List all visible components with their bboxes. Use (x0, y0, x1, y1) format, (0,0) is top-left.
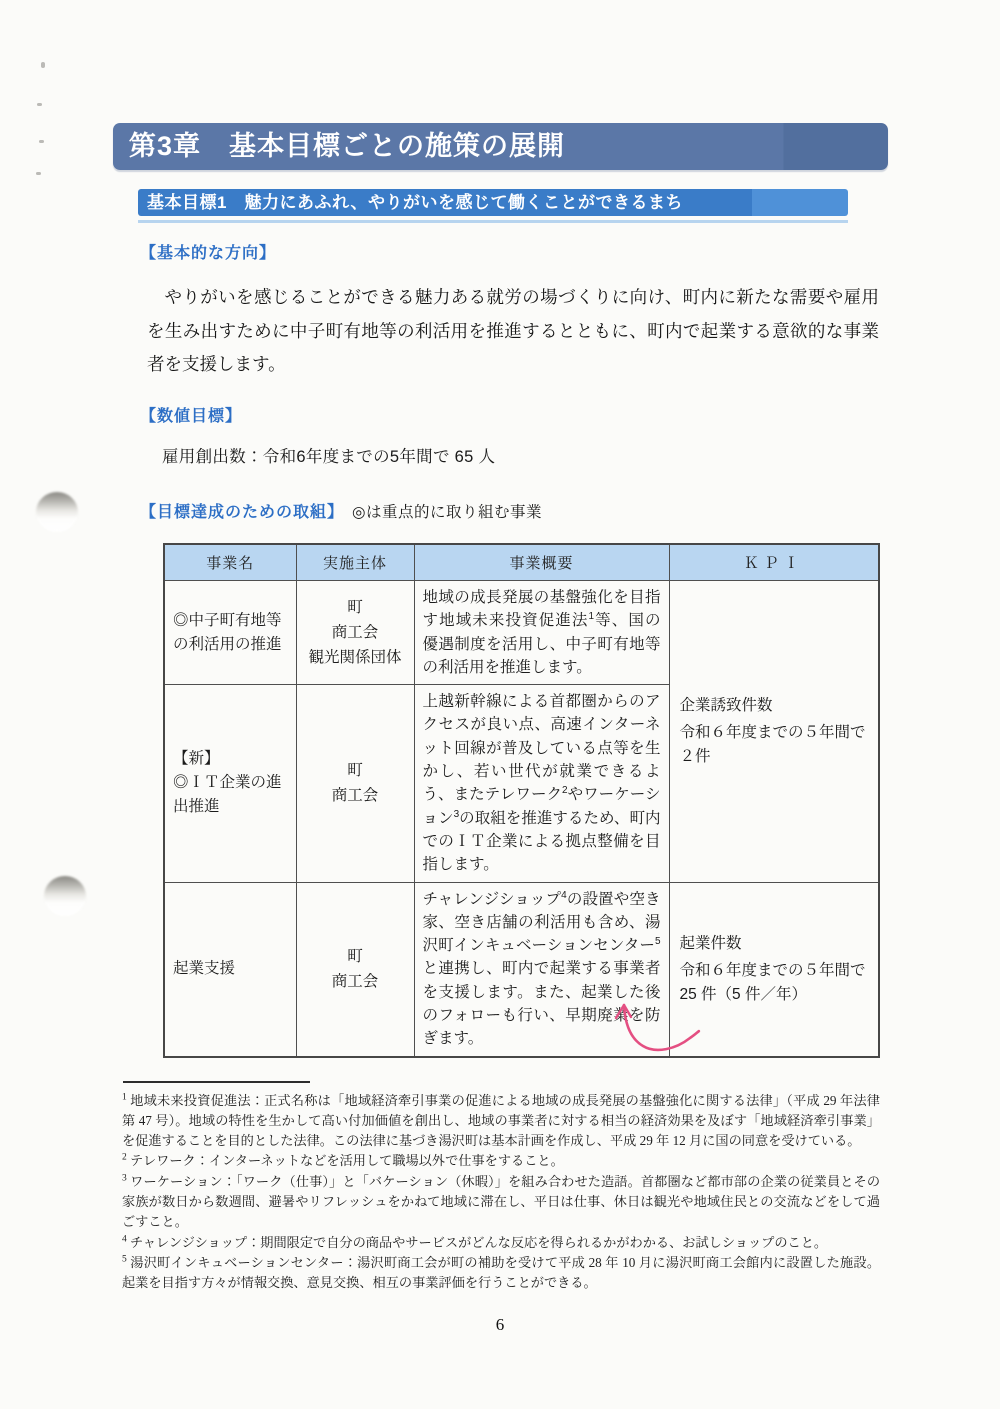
kpi-cell: 企業誘致件数 令和６年度までの５年間で２件 (669, 581, 879, 883)
scan-speck (37, 103, 42, 106)
footnote-text: テレワーク：インターネットなどを活用して職場以外で仕事をすること。 (130, 1153, 564, 1169)
footnote-number: 5 (122, 1254, 127, 1265)
footnote-number: 1 (122, 1092, 127, 1103)
page-number: 6 (495, 1315, 505, 1334)
footnote-text: チャレンジショップ：期間限定で自分の商品やサービスがどんな反応を得られるかがわかる、お試しショップのこと。 (130, 1234, 828, 1250)
scan-speck (39, 140, 44, 143)
project-name-cell: ◎中子町有地等の利活用の推進 (164, 581, 296, 685)
footnote-text: 地域未来投資促進法：正式名称は「地域経済牽引事業の促進による地域の成長発展の基盤強化に関する法律」（平成 29 年法律第 47 号）。地域の特性を生かして高い付加価値を創出し、地域の事業者に対する相当の経済効果を及ぼす「地域経済牽引事業」を促進することを目的とした法律。この法律に基づき湯沢町は基本計画を作成し、平成 29 年 12 月に国の同意を受けている。 (122, 1093, 880, 1148)
header-operator: 実施主体 (296, 544, 414, 581)
scan-speck (41, 62, 45, 68)
goal-banner (138, 189, 848, 216)
handwritten-arrow-annotation (598, 996, 713, 1066)
header-kpi: ＫＰＩ (669, 544, 879, 581)
table-row (164, 882, 879, 1057)
footnotes-block (122, 1091, 880, 1294)
footnote-3 (122, 1172, 880, 1231)
chapter-title-banner (113, 123, 888, 170)
header-overview: 事業概要 (414, 544, 669, 581)
initiatives-heading: 【目標達成のための取組】 (140, 504, 345, 521)
table-row (164, 581, 879, 685)
footnote-2 (122, 1151, 880, 1171)
initiatives-table (163, 543, 880, 1058)
overview-cell: 地域の成長発展の基盤強化を目指す地域未来投資促進法$^1$等、国の優遇制度を活用し、中子町有地等の利活用を推進します。 (414, 581, 669, 685)
kpi-cell: 起業件数 令和６年度までの５年間で25 件（5 件／年） (669, 882, 879, 1057)
footnote-4 (122, 1233, 880, 1253)
overview-cell: 上越新幹線による首都圏からのアクセスが良い点、高速インターネット回線が普及している点等を生かし、若い世代が就業できるよう、またテレワーク$^2$やワーケーション$^3$の取組を推進するため、町内でのＩＴ企業による拠点整備を目指します。 (414, 685, 669, 882)
project-name-cell: 【新】 ◎ＩＴ企業の進出推進 (164, 685, 296, 882)
binder-hole (44, 876, 86, 916)
footnote-5 (122, 1253, 880, 1293)
operator-cell: 町 商工会 (296, 685, 414, 882)
goal-title: 基本目標1 魅力にあふれ、やりがいを感じて働くことができるまち (147, 193, 683, 212)
operator-cell: 町 商工会 (296, 882, 414, 1057)
footnote-number: 3 (122, 1173, 127, 1184)
numeric-target-value: 雇用創出数：令和6年度までの5年間で 65 人 (162, 448, 496, 466)
footnote-1 (122, 1091, 880, 1150)
chapter-title: 第3章 基本目標ごとの施策の展開 (129, 131, 566, 161)
table-header-row (164, 544, 879, 581)
section-heading-initiatives (140, 499, 542, 522)
footnote-text: 湯沢町インキュベーションセンター：湯沢町商工会が町の補助を受けて平成 28 年 10 月に湯沢町商工会館内に設置した施設。起業を目指す方々が情報交換、意見交換、相互の事業評価を行うことができる。 (122, 1255, 881, 1291)
project-name-cell: 起業支援 (164, 882, 296, 1057)
section-heading-direction: 【基本的な方向】 (140, 245, 277, 262)
footnote-number: 2 (122, 1153, 127, 1163)
section-heading-numeric-target: 【数値目標】 (140, 408, 243, 425)
initiatives-note: ◎は重点的に取り組む事業 (352, 504, 543, 521)
footnote-separator (123, 1081, 310, 1083)
operator-cell: 町 商工会 観光関係団体 (296, 581, 414, 685)
direction-paragraph: やりがいを感じることができる魅力ある就労の場づくりに向け、町内に新たな需要や雇用を生み出すために中子町有地等の利活用を推進するとともに、町内で起業する意欲的な事業者を支援します。 (147, 287, 879, 374)
binder-hole (36, 492, 78, 532)
goal-banner-underline (138, 220, 848, 223)
footnote-text: ワーケーション：「ワーク（仕事）」と「バケーション（休暇）」を組み合わせた造語。首都圏など都市部の企業の従業員とその家族が数日から数週間、避暑やリフレッシュをかねて地域に滞在し、平日は仕事、休日は観光や地域住民との交流などをして過ごすこと。 (122, 1174, 881, 1229)
header-project-name: 事業名 (164, 544, 296, 581)
scan-speck (36, 172, 41, 175)
footnote-number: 4 (122, 1234, 127, 1245)
overview-cell: チャレンジショップ$^4$の設置や空き家、空き店舗の利活用も含め、湯沢町インキュベーションセンター$^5$と連携し、町内で起業する事業者を支援します。また、起業した後のフォローも行い、早期廃業を防ぎます。 (414, 882, 669, 1057)
